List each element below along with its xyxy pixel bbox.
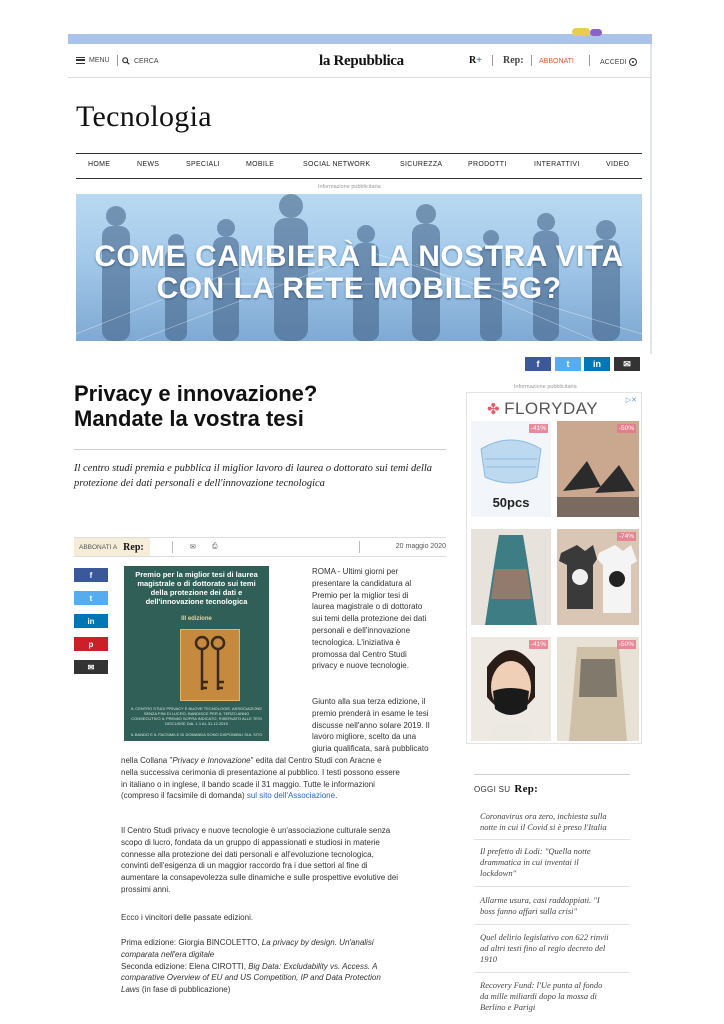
- article-date: 20 maggio 2020: [395, 543, 446, 550]
- news-line: notte in cui il Covid si è preso l'Italia: [480, 822, 607, 832]
- pack-label: 50pcs: [492, 495, 530, 510]
- paragraph-1: [312, 566, 452, 672]
- email-icon[interactable]: ✉: [190, 544, 196, 551]
- share-twitter-top[interactable]: t: [555, 357, 581, 371]
- p1-line: privacy e nuove tecnologie.: [312, 661, 409, 671]
- paragraph-2-full: [121, 755, 451, 802]
- news-line: Berlino e Parigi: [480, 1002, 536, 1012]
- search-label: CERCA: [134, 57, 159, 65]
- accedi-label: ACCEDI: [600, 58, 627, 66]
- winners-list: [121, 937, 451, 996]
- share-linkedin[interactable]: in: [74, 614, 108, 628]
- paragraph-4: Ecco i vincitori delle passate edizioni.: [121, 913, 254, 922]
- brand-logo[interactable]: la Repubblica: [319, 53, 404, 69]
- p2-dot: .: [335, 791, 338, 801]
- article-lede: Il centro studi premia e pubblica il miglior lavoro di laurea o dottorato sui temi della protezione dei dati personali e dell'innovazione tecnologica: [74, 463, 433, 489]
- banner-headline-1: COME CAMBIERÀ LA NOSTRA VITA: [94, 240, 624, 273]
- news-item[interactable]: [480, 811, 632, 833]
- site-header: [76, 52, 642, 74]
- poster-title: Premio per la miglior tesi di laurea magistrale o di dottorato sui temi della protezione dei dati e dell'innovazione tecnologica: [135, 570, 258, 606]
- nav-item-interattivi[interactable]: INTERATTIVI: [534, 161, 580, 168]
- menu-label: MENU: [89, 57, 110, 64]
- discount-badge: -41%: [530, 641, 546, 648]
- p2-line: lavoro migliore, scelto da una: [312, 732, 417, 742]
- news-line: da mille miliardi dopo la mossa di: [480, 991, 597, 1001]
- share-email[interactable]: ✉: [74, 660, 108, 674]
- p3-line: aumentare la consapevolezza sulle dinamiche e sulle prospettive evolutive dei: [121, 873, 399, 883]
- news-line: lockdown": [480, 868, 517, 878]
- news-line: Allarme usura, casi raddoppiati. "I: [480, 895, 600, 905]
- p1-line: presentare la candidatura al: [312, 578, 412, 588]
- discount-badge: -50%: [618, 641, 634, 648]
- discount-badge: -41%: [530, 425, 546, 432]
- section-nav: [76, 153, 642, 179]
- p3-line: scopo di lucro, fondata da un gruppo di appassionati e studiosi in materie: [121, 837, 380, 847]
- collana-title: Privacy e Innovazione: [172, 756, 251, 765]
- product-masks[interactable]: [471, 421, 551, 517]
- rep-link[interactable]: Rep:: [503, 55, 524, 66]
- abbonati-rep-link[interactable]: [74, 538, 150, 556]
- p1-line: promossa dal Centro Studi: [312, 649, 407, 659]
- news-line: Quel delirio legislativo con 622 rinvii: [480, 932, 609, 942]
- poster-edition: III edizione: [181, 616, 212, 622]
- news-item[interactable]: [480, 895, 632, 917]
- news-line: Coronavirus ora zero, inchiesta sulla: [480, 811, 607, 821]
- tshirts-image: [557, 529, 639, 625]
- oggi-rep-logo: Rep:: [514, 783, 539, 795]
- floryday-logo: [487, 399, 598, 419]
- share-email-top[interactable]: ✉: [614, 357, 640, 371]
- poster-small-text-2: IL BANDO E IL FACSIMILE DI DOMANDA SONO DISPONIBILI SUL SITO: [130, 732, 263, 737]
- adchoices-icon[interactable]: ▷✕: [625, 397, 637, 404]
- p1-line: personali e dell'innovazione: [312, 625, 411, 635]
- winner-2-title-cont: comparative Overview of EU and US Competition, IP and Data Protection: [121, 973, 381, 983]
- search-icon: [122, 57, 130, 65]
- discount-badge: -50%: [618, 425, 634, 432]
- share-facebook[interactable]: f: [74, 568, 108, 582]
- article-image: [124, 566, 269, 741]
- news-line: drammatica in cui inventai il: [480, 857, 579, 867]
- p1-line: sui temi della protezione dei dati: [312, 614, 427, 624]
- share-pinterest[interactable]: p: [74, 637, 108, 651]
- abbonati-link[interactable]: ABBONATI: [539, 58, 574, 65]
- news-line: boss fanno affari sulla crisi": [480, 906, 578, 916]
- winner-2-prefix: Seconda edizione: Elena CIROTTI,: [121, 961, 249, 971]
- right-border: [650, 44, 652, 354]
- p2-last: (compreso il facsimile di domanda): [121, 791, 245, 801]
- winner-1-title: La privacy by design. Un'analisi: [261, 938, 374, 947]
- p2-line: discusse nell'anno solare 2019. Il: [312, 720, 430, 730]
- p3-line: prossimi anni.: [121, 884, 171, 894]
- keys-icon: [181, 630, 239, 700]
- nav-item-social-network[interactable]: SOCIAL NETWORK: [303, 161, 371, 168]
- article-title-line-2: Mandate la vostra tesi: [74, 406, 304, 431]
- product-dress[interactable]: [471, 529, 551, 625]
- p2-line: giuria qualificata, sarà pubblicato: [312, 744, 429, 754]
- sidebar-ad[interactable]: [466, 392, 642, 744]
- news-line: Recovery Fund: l'Ue punta al fondo: [480, 980, 603, 990]
- floryday-brand: FLORYDAY: [504, 399, 599, 418]
- p1-line: ROMA - Ultimi giorni per: [312, 567, 399, 576]
- oggi-label: OGGI SU: [474, 785, 511, 794]
- news-line: ad altri testi fino al regio decreto del: [480, 943, 606, 953]
- p2-line: Giunto alla sua terza edizione, il: [312, 697, 426, 706]
- flower-icon: ✤: [487, 401, 501, 418]
- top-strip: [68, 34, 652, 44]
- nav-item-speciali[interactable]: SPECIALI: [186, 161, 220, 168]
- news-item[interactable]: [480, 846, 632, 879]
- nav-item-mobile[interactable]: MOBILE: [246, 161, 275, 168]
- share-twitter[interactable]: t: [74, 591, 108, 605]
- p1-line: laurea magistrale o di dottorato: [312, 602, 423, 612]
- abbonati-a-label: ABBONATI A: [79, 543, 118, 551]
- article-title-line-1: Privacy e innovazione?: [74, 381, 318, 406]
- p2-rest: " edita dal Centro Studi con Aracne e: [250, 756, 382, 765]
- top-image: [557, 637, 639, 741]
- section-title[interactable]: Tecnologia: [76, 100, 212, 133]
- print-icon[interactable]: ⎙: [212, 543, 218, 550]
- product-cat-tees[interactable]: [557, 529, 639, 625]
- promo-banner[interactable]: [76, 194, 642, 341]
- search-button[interactable]: [122, 57, 159, 65]
- nav-item-news[interactable]: NEWS: [137, 161, 160, 168]
- user-icon: [629, 58, 637, 66]
- news-item[interactable]: [480, 932, 632, 965]
- rep-logo: Rep:: [123, 541, 144, 553]
- share-linkedin-top[interactable]: in: [584, 357, 610, 371]
- rplus-link[interactable]: [469, 55, 482, 66]
- p3-line: convinti dell'esigenza di un maggior raccordo fra i due settori al fine di: [121, 861, 368, 871]
- article-title: [74, 381, 434, 431]
- banner-headline-2: CON LA RETE MOBILE 5G?: [156, 272, 562, 305]
- rplus-plus: +: [476, 55, 482, 66]
- rplus-r: R: [469, 55, 477, 66]
- winner-2-suffix: (in fase di pubblicazione): [139, 985, 231, 995]
- association-link[interactable]: sul sito dell'Associazione: [246, 791, 336, 801]
- p2-line: in italiano o in inglese, il bando scade il 31 maggio. Tutte le informazioni: [121, 779, 375, 789]
- news-line: Il prefetto di Lodi: "Quella notte: [480, 846, 591, 856]
- p2-line: premio prenderà in esame le tesi: [312, 708, 429, 718]
- p1-line: Premio per la miglior tesi di: [312, 590, 409, 600]
- nav-item-sicurezza[interactable]: SICUREZZA: [400, 161, 443, 168]
- dress-image: [471, 529, 551, 625]
- discount-badge: -74%: [618, 533, 634, 540]
- hamburger-icon: [76, 57, 85, 64]
- p3-line: Il Centro Studi privacy e nuove tecnologie è un'associazione culturale senza: [121, 826, 391, 835]
- winner-1-title-cont: comparata nell'era digitale: [121, 949, 215, 959]
- share-facebook-top[interactable]: f: [525, 357, 551, 371]
- poster-small-text: IL CENTRO STUDI PRIVACY E NUOVE TECNOLOGIE, ASSOCIAZIONE SENZA FINI DI LUCRO, BANDISCE PER IL TERZO ANNO CONSECUTIVO IL PREMIO SOPRA INDICATO, RISERVATO ALLE TESI DISCUSSE DAL 1.1 AL 31.12.2019: [131, 706, 262, 726]
- product-top[interactable]: [557, 637, 639, 741]
- news-item[interactable]: [480, 980, 632, 1013]
- product-face-mask[interactable]: [471, 637, 551, 741]
- sandals-image: [557, 421, 639, 517]
- p2-line: nella successiva cerimonia di presentazione al pubblico. I testi possono essere: [121, 767, 400, 777]
- nav-item-prodotti[interactable]: PRODOTTI: [468, 161, 507, 168]
- paragraph-2-column: [312, 696, 452, 755]
- keys-image: [180, 629, 240, 701]
- article-meta-bar: [74, 537, 446, 557]
- nav-item-video[interactable]: VIDEO: [606, 161, 630, 168]
- paragraph-3: [121, 825, 451, 896]
- menu-button[interactable]: [76, 57, 110, 64]
- sidebar-ad-label: Informazione pubblicitaria: [514, 384, 577, 390]
- face-mask-image: [471, 637, 551, 741]
- oggi-su-rep-heading: [474, 783, 538, 795]
- nav-item-home[interactable]: HOME: [88, 161, 111, 168]
- news-line: 1910: [480, 954, 497, 964]
- winner-1-prefix: Prima edizione: Giorgia BINCOLETTO,: [121, 938, 262, 947]
- product-sandals[interactable]: [557, 421, 639, 517]
- accedi-button[interactable]: [600, 58, 637, 66]
- p3-line: connesse alla protezione dei dati personali e all'evoluzione tecnologica,: [121, 849, 374, 859]
- p1-line: tecnologica. L'iniziativa è: [312, 637, 401, 647]
- ad-label: Informazione pubblicitaria: [318, 184, 381, 190]
- winner-2-title: Big Data: Excludability vs. Access. A: [248, 961, 378, 971]
- winner-2-title-end: Laws: [121, 985, 140, 995]
- p2-prefix: nella Collana ": [121, 756, 173, 765]
